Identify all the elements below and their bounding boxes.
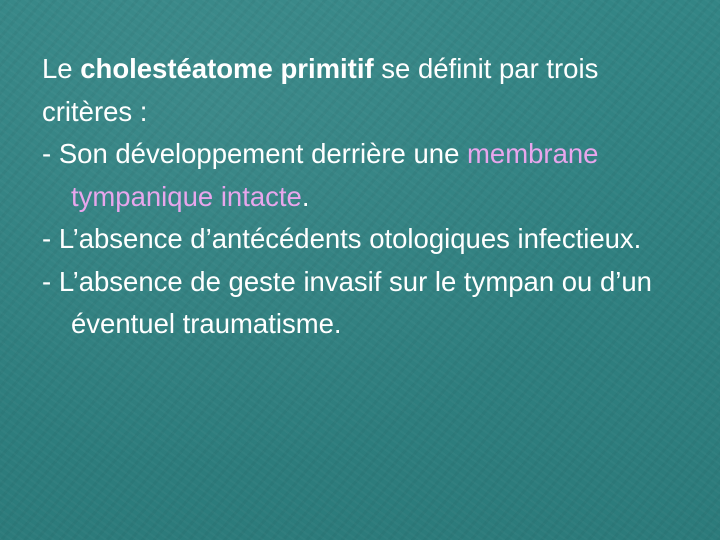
highlighted-phrase: membrane tympanique intacte: [71, 138, 599, 212]
criterion-item: [42, 218, 692, 261]
criterion-text: L’absence de geste invasif sur le tympan ou d’un éventuel traumatisme.: [58, 265, 652, 339]
criterion-item: [42, 261, 692, 346]
defined-term: cholestéatome primitif: [80, 53, 374, 84]
criterion-text: Son développement derrière une: [58, 138, 468, 169]
intro-suffix: se définit par trois critères :: [42, 53, 599, 127]
intro-prefix: Le: [42, 53, 81, 84]
criterion-dash: -: [42, 138, 59, 169]
criterion-text: L’absence d’antécédents otologiques infectieux.: [58, 223, 642, 254]
criterion-dash: -: [42, 265, 59, 297]
slide-body-text: [42, 48, 692, 346]
intro-paragraph: [42, 48, 692, 133]
criterion-dash: -: [42, 223, 59, 254]
criterion-end: .: [301, 180, 310, 212]
criterion-item: [42, 133, 692, 218]
